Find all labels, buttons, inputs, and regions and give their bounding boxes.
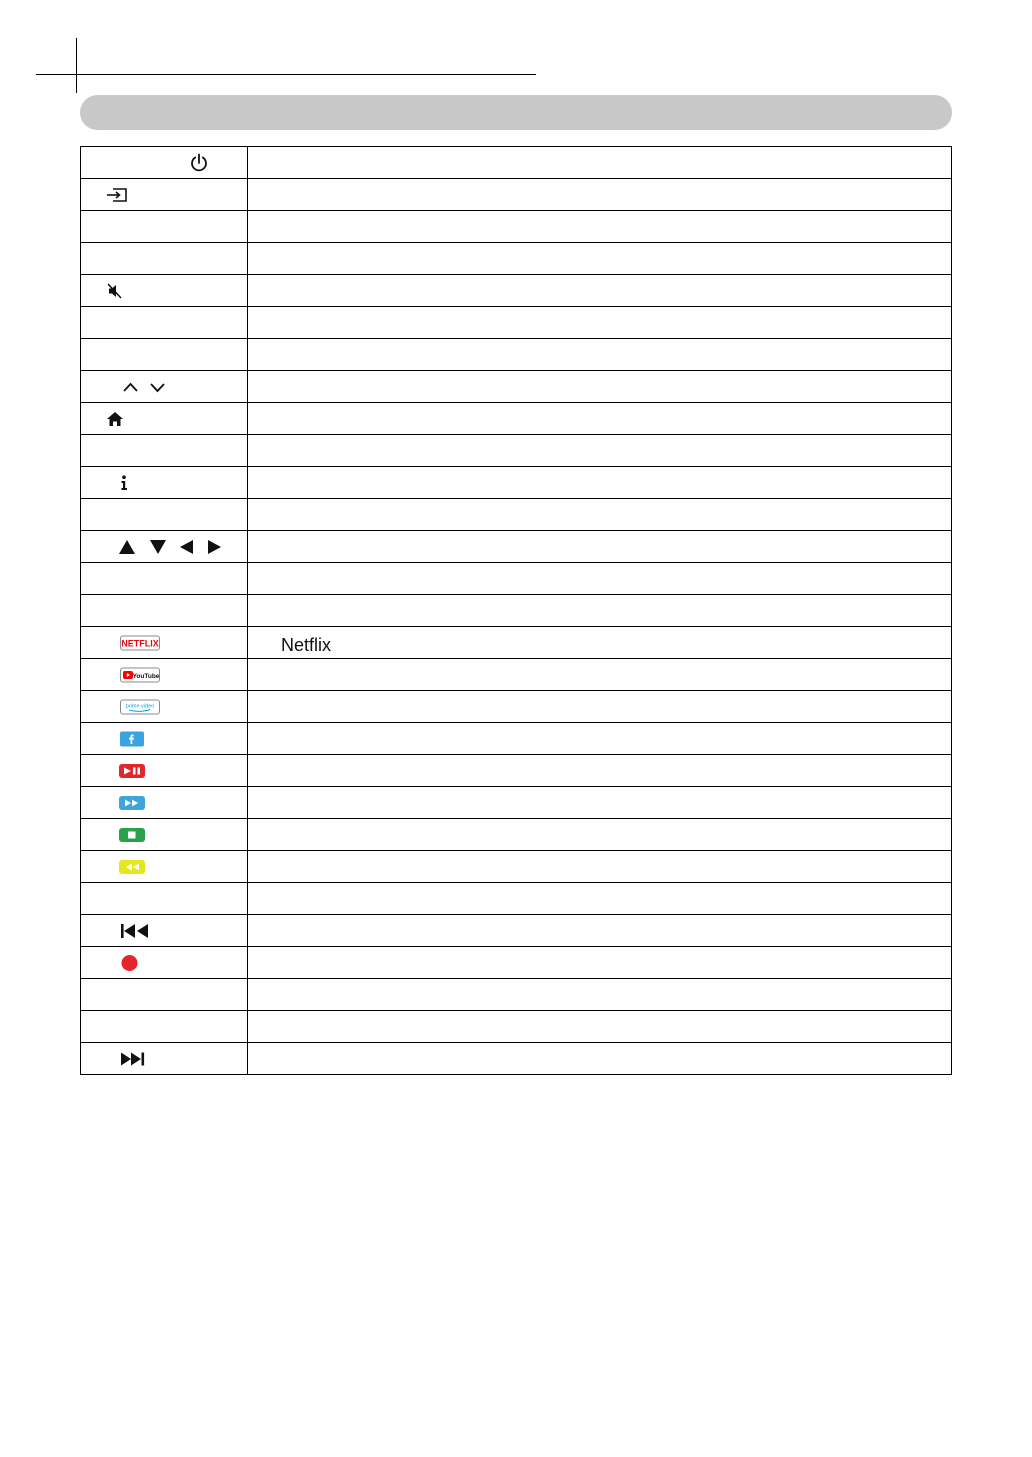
input-source-icon — [106, 188, 128, 202]
description-cell — [248, 979, 952, 1011]
key-cell — [81, 595, 248, 627]
table-row — [81, 627, 952, 659]
table-row — [81, 211, 952, 243]
prime-video-icon — [120, 699, 160, 714]
description-cell — [248, 787, 952, 819]
key-cell — [81, 787, 248, 819]
table-row — [81, 755, 952, 787]
svg-text:NETFLIX: NETFLIX — [121, 638, 159, 648]
table-row — [81, 563, 952, 595]
description-cell — [248, 595, 952, 627]
key-cell — [81, 499, 248, 531]
description-cell — [248, 947, 952, 979]
description-cell — [248, 723, 952, 755]
description-cell — [248, 467, 952, 499]
key-cell — [81, 723, 248, 755]
table-row — [81, 851, 952, 883]
next-track-icon — [121, 1052, 145, 1066]
key-cell — [81, 1011, 248, 1043]
record-icon — [121, 954, 138, 971]
navigation-arrows-icon — [119, 539, 225, 555]
table-row — [81, 1011, 952, 1043]
key-cell — [81, 403, 248, 435]
mute-icon — [107, 283, 123, 299]
table-row — [81, 435, 952, 467]
table-row — [81, 243, 952, 275]
table-row — [81, 595, 952, 627]
table-row — [81, 691, 952, 723]
table-row — [81, 915, 952, 947]
description-cell — [248, 403, 952, 435]
table-row — [81, 371, 952, 403]
key-cell — [81, 307, 248, 339]
rewind-yellow-icon — [119, 860, 145, 874]
previous-track-icon — [121, 923, 149, 938]
table-row — [81, 723, 952, 755]
crop-mark-vertical — [76, 38, 77, 93]
key-cell — [81, 275, 248, 307]
key-cell — [81, 947, 248, 979]
youtube-icon — [120, 667, 160, 682]
key-cell — [81, 979, 248, 1011]
key-cell — [81, 691, 248, 723]
fast-forward-blue-icon — [119, 796, 145, 810]
key-cell — [81, 563, 248, 595]
table-row — [81, 403, 952, 435]
home-icon — [106, 411, 124, 427]
facebook-icon — [120, 731, 144, 746]
key-cell — [81, 627, 248, 659]
key-cell — [81, 851, 248, 883]
netflix-icon — [120, 635, 160, 650]
key-cell — [81, 819, 248, 851]
remote-keys-table — [80, 146, 952, 1075]
description-cell — [248, 1011, 952, 1043]
description-cell — [248, 915, 952, 947]
key-cell — [81, 179, 248, 211]
table-row — [81, 179, 952, 211]
channel-up-down-icon — [123, 380, 167, 394]
stop-green-icon — [119, 828, 145, 842]
section-header-bar — [80, 95, 952, 130]
svg-text:YouTube: YouTube — [132, 672, 160, 680]
table-row — [81, 883, 952, 915]
description-cell: Netflix — [248, 627, 952, 659]
table-row — [81, 947, 952, 979]
description-cell — [248, 211, 952, 243]
table-row — [81, 531, 952, 563]
description-cell — [248, 1043, 952, 1075]
key-cell — [81, 211, 248, 243]
table-row — [81, 339, 952, 371]
description-cell — [248, 531, 952, 563]
description-cell — [248, 691, 952, 723]
key-cell — [81, 755, 248, 787]
crop-mark-horizontal — [36, 74, 536, 75]
description-cell — [248, 883, 952, 915]
key-cell — [81, 659, 248, 691]
table-row — [81, 467, 952, 499]
key-cell — [81, 883, 248, 915]
power-icon — [190, 153, 208, 173]
key-cell — [81, 1043, 248, 1075]
description-cell — [248, 371, 952, 403]
description-cell — [248, 499, 952, 531]
key-cell — [81, 339, 248, 371]
play-pause-red-icon — [119, 764, 145, 778]
description-cell — [248, 147, 952, 179]
description-cell — [248, 179, 952, 211]
table-row — [81, 307, 952, 339]
key-cell — [81, 243, 248, 275]
key-cell — [81, 435, 248, 467]
table-row — [81, 819, 952, 851]
key-cell — [81, 147, 248, 179]
table-row — [81, 499, 952, 531]
key-cell — [81, 467, 248, 499]
description-cell — [248, 659, 952, 691]
description-cell — [248, 563, 952, 595]
svg-text:prime video: prime video — [125, 703, 155, 709]
table-row — [81, 275, 952, 307]
table-row — [81, 979, 952, 1011]
info-icon — [119, 475, 129, 491]
table-row — [81, 659, 952, 691]
description-cell — [248, 755, 952, 787]
key-cell — [81, 915, 248, 947]
description-cell — [248, 819, 952, 851]
key-cell — [81, 531, 248, 563]
description-cell — [248, 851, 952, 883]
description-cell — [248, 307, 952, 339]
description-cell — [248, 435, 952, 467]
table-row — [81, 147, 952, 179]
table-row — [81, 1043, 952, 1075]
description-cell — [248, 243, 952, 275]
key-cell — [81, 371, 248, 403]
description-cell — [248, 275, 952, 307]
table-row — [81, 787, 952, 819]
description-cell — [248, 339, 952, 371]
